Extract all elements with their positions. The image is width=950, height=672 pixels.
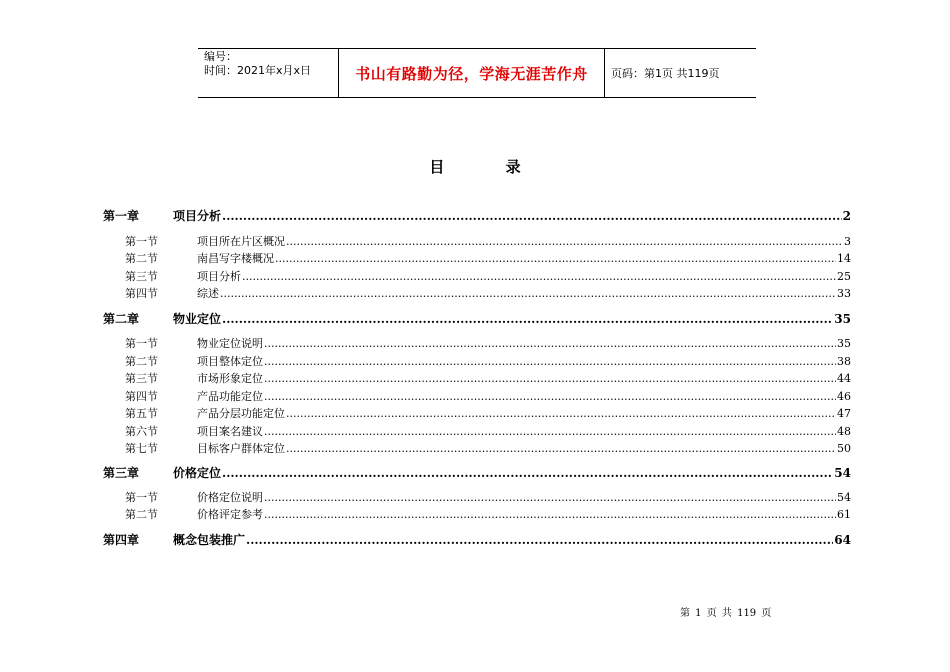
toc-page: 50 <box>837 442 851 455</box>
toc-title-text: 项目所在片区概况 <box>197 235 285 248</box>
toc-title-text: 价格定位 <box>173 466 222 480</box>
toc-number: 第四节 <box>125 287 158 300</box>
toc-entry[interactable] <box>103 285 851 301</box>
toc-entry[interactable] <box>103 335 851 351</box>
toc-title-text: 目标客户群体定位 <box>197 442 285 455</box>
doc-date: 时间：2021年x月x日 <box>204 64 312 77</box>
toc-page: 54 <box>834 466 851 480</box>
toc-entry[interactable] <box>103 489 851 505</box>
toc-entry[interactable] <box>103 268 851 284</box>
toc-number: 第七节 <box>125 442 158 455</box>
toc-entry[interactable] <box>103 310 851 327</box>
toc-title-text: 物业定位 <box>173 312 222 326</box>
toc-page: 25 <box>837 270 851 283</box>
toc-title-text: 价格定位说明 <box>197 491 263 504</box>
toc-entry[interactable] <box>103 370 851 386</box>
toc-entry[interactable] <box>103 353 851 369</box>
toc-page: 47 <box>837 407 851 420</box>
toc-title: 目 录 <box>429 158 549 176</box>
page-footer: 第 1 页 共 119 页 <box>680 608 772 619</box>
header-page-info: 页码：第1页 共119页 <box>611 67 720 80</box>
toc-number: 第五节 <box>125 407 158 420</box>
toc-title-text: 南昌写字楼概况 <box>197 252 274 265</box>
toc-title-text: 价格评定参考 <box>197 508 263 521</box>
toc-entry[interactable] <box>103 250 851 266</box>
toc-page: 54 <box>837 491 851 504</box>
toc-title-text: 项目整体定位 <box>197 355 263 368</box>
toc-page: 38 <box>837 355 851 368</box>
toc-page: 33 <box>837 287 851 300</box>
toc-number: 第一章 <box>103 209 140 223</box>
toc-title-text: 产品分层功能定位 <box>197 407 285 420</box>
toc-entry[interactable] <box>103 506 851 522</box>
toc-number: 第一节 <box>125 491 158 504</box>
toc-number: 第三章 <box>103 466 140 480</box>
toc-number: 第四节 <box>125 390 158 403</box>
toc-page: 64 <box>834 533 851 547</box>
header-motto: 书山有路勤为径，学海无涯苦作舟 <box>339 49 605 97</box>
toc-page: 14 <box>837 252 851 265</box>
toc-entry[interactable] <box>103 388 851 404</box>
header-meta <box>198 49 339 97</box>
toc-title-text: 市场形象定位 <box>197 372 263 385</box>
toc-title-text: 产品功能定位 <box>197 390 263 403</box>
toc-entry[interactable] <box>103 423 851 439</box>
toc-entry[interactable] <box>103 531 851 548</box>
toc-entry[interactable] <box>103 464 851 481</box>
toc-page: 44 <box>837 372 851 385</box>
toc-entry[interactable] <box>103 405 851 421</box>
toc-page: 3 <box>844 235 851 248</box>
toc-number: 第四章 <box>103 533 140 547</box>
toc-page: 48 <box>837 425 851 438</box>
toc-number: 第三节 <box>125 270 158 283</box>
toc-page: 35 <box>837 337 851 350</box>
toc-number: 第三节 <box>125 372 158 385</box>
toc-entry[interactable] <box>103 440 851 456</box>
doc-number-label: 编号： <box>204 50 237 63</box>
toc-title-text: 物业定位说明 <box>197 337 263 350</box>
toc-number: 第二节 <box>125 355 158 368</box>
toc-page: 2 <box>842 209 851 223</box>
toc-page: 61 <box>837 508 851 521</box>
toc-number: 第二章 <box>103 312 140 326</box>
toc-title-text: 概念包装推广 <box>173 533 246 547</box>
toc-title-text: 综述 <box>197 287 219 300</box>
toc-page: 46 <box>837 390 851 403</box>
page-header <box>198 48 756 98</box>
toc-page: 35 <box>834 312 851 326</box>
toc-title-text: 项目案名建议 <box>197 425 263 438</box>
toc-number: 第二节 <box>125 252 158 265</box>
toc-number: 第六节 <box>125 425 158 438</box>
toc-number: 第一节 <box>125 235 158 248</box>
toc-number: 第二节 <box>125 508 158 521</box>
toc-entry[interactable] <box>103 207 851 224</box>
toc-title-text: 项目分析 <box>173 209 222 223</box>
toc-title-text: 项目分析 <box>197 270 241 283</box>
toc-entry[interactable] <box>103 233 851 249</box>
toc-number: 第一节 <box>125 337 158 350</box>
